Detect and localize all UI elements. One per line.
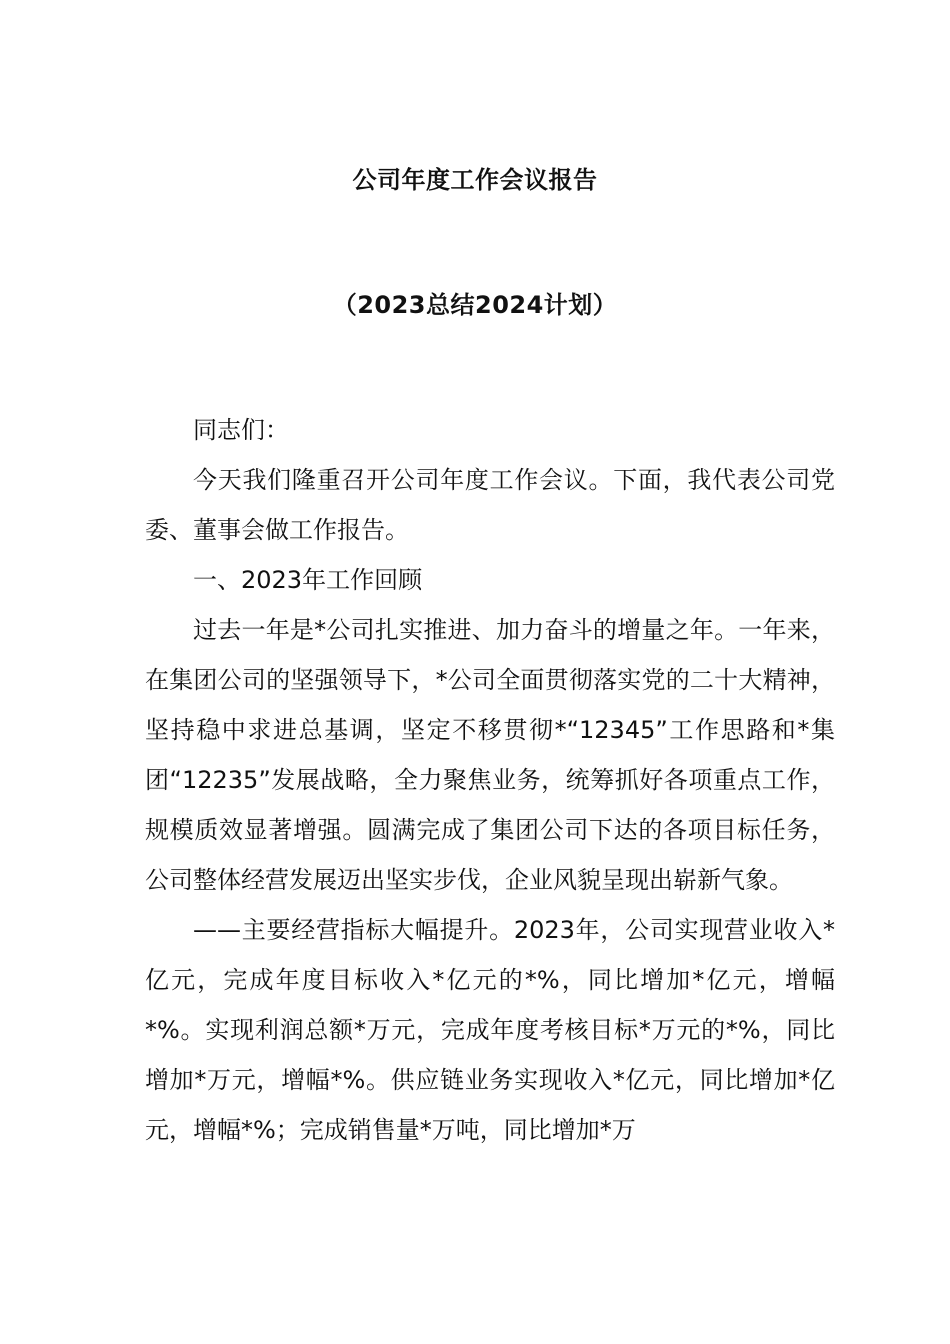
document-body: [145, 405, 835, 1155]
indicators-paragraph: ——主要经营指标大幅提升。2023年，公司实现营业收入*亿元，完成年度目标收入*亿元的*%，同比增加*亿元，增幅*%。实现利润总额*万元，完成年度考核目标*万元的*%，同比增加*万元，增幅*%。供应链业务实现收入*亿元，同比增加*亿元，增幅*%；完成销售量*万吨，同比增加*万: [145, 916, 835, 1144]
intro-paragraph: 今天我们隆重召开公司年度工作会议。下面，我代表公司党委、董事会做工作报告。: [145, 466, 835, 544]
section-heading: 一、2023年工作回顾: [193, 566, 423, 594]
document-subtitle: （2023总结2024计划）: [332, 291, 618, 319]
salutation-paragraph: 同志们：: [193, 416, 289, 444]
document-title: 公司年度工作会议报告: [352, 166, 598, 194]
review-paragraph: 过去一年是*公司扎实推进、加力奋斗的增量之年。一年来，在集团公司的坚强领导下，*公司全面贯彻落实党的二十大精神，坚持稳中求进总基调，坚定不移贯彻*“12345”工作思路和*集团“12235”发展战略，全力聚焦业务，统筹抓好各项重点工作，规模质效显著增强。圆满完成了集团公司下达的各项目标任务，公司整体经营发展迈出坚实步伐，企业风貌呈现出崭新气象。: [145, 616, 835, 894]
